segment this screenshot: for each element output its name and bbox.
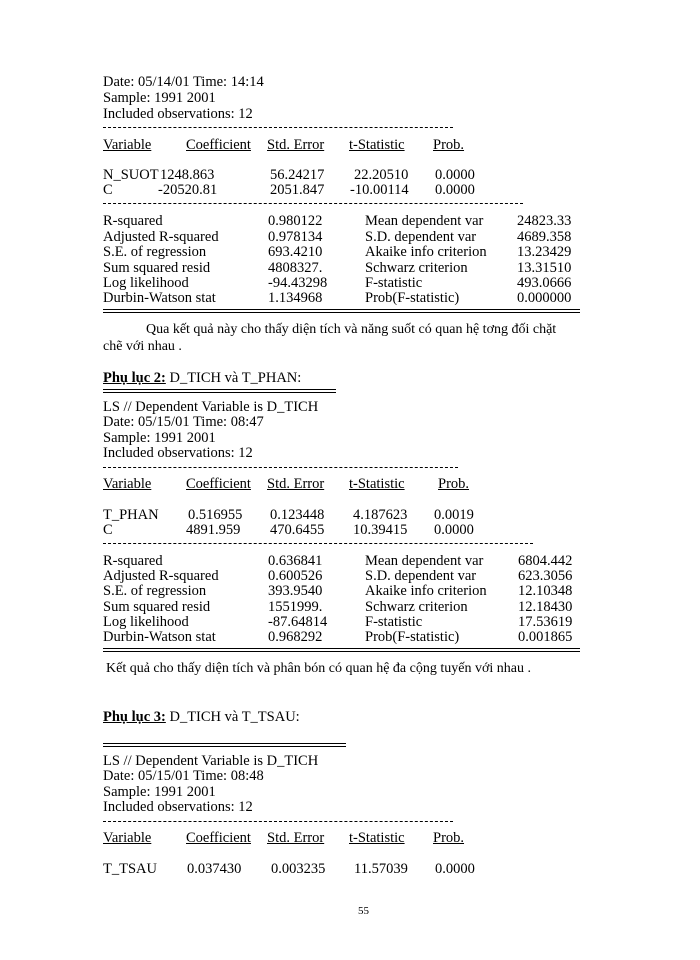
stat-label: Akaike info criterion (365, 244, 487, 260)
appendix-label: Phụ lục 3: (103, 709, 166, 725)
coef-row-t-statistic: 10.39415 (353, 522, 408, 538)
coef-row-t-statistic: 4.187623 (353, 507, 408, 523)
double-rule (103, 309, 580, 313)
stat-label: Durbin-Watson stat (103, 290, 216, 306)
coef-row-t-statistic: -10.00114 (350, 182, 409, 198)
stat-label: Schwarz criterion (365, 599, 468, 615)
coef-row-variable: N_SUOT (103, 167, 159, 183)
dashed-rule (103, 821, 453, 822)
column-header-coefficient: Coefficient (186, 137, 251, 153)
stat-value: 0.978134 (268, 229, 323, 245)
column-header-variable: Variable (103, 476, 152, 492)
regression-observations: Included observations: 12 (103, 106, 253, 122)
coef-row-coefficient: 4891.959 (186, 522, 241, 538)
coef-row-coefficient: 1248.863 (160, 167, 215, 183)
coef-row-coefficient: -20520.81 (158, 182, 218, 198)
stat-value: 693.4210 (268, 244, 323, 260)
stat-label: Prob(F-statistic) (365, 629, 460, 645)
regression-date: Date: 05/14/01 Time: 14:14 (103, 74, 264, 90)
regression-date: Date: 05/15/01 Time: 08:47 (103, 414, 264, 430)
coef-row-coefficient: 0.516955 (188, 507, 243, 523)
coef-row-prob: 0.0000 (434, 522, 474, 538)
coef-row-prob: 0.0019 (434, 507, 474, 523)
column-header-prob: Prob. (433, 830, 465, 846)
stat-label: F-statistic (365, 275, 423, 291)
stat-value: 0.001865 (518, 629, 573, 645)
regression-sample: Sample: 1991 2001 (103, 430, 216, 446)
stat-value: 24823.33 (517, 213, 572, 229)
regression-sample: Sample: 1991 2001 (103, 90, 216, 106)
stat-value: 13.23429 (517, 244, 572, 260)
stat-label: Mean dependent var (365, 213, 484, 229)
stat-value: 1.134968 (268, 290, 323, 306)
stat-value: 12.18430 (518, 599, 573, 615)
dashed-rule (103, 127, 453, 128)
page-number: 55 (358, 905, 369, 917)
column-header-prob: Prob. (438, 476, 470, 492)
coef-row-prob: 0.0000 (435, 167, 475, 183)
double-rule (103, 743, 346, 747)
stat-value: 0.968292 (268, 629, 323, 645)
stat-value: -94.43298 (268, 275, 328, 291)
comment-text: Qua kết quả này cho thấy diện tích và năng suốt có quan hệ tơng đối chặt (146, 322, 557, 337)
coef-row-std-error: 0.123448 (270, 507, 325, 523)
coef-row-prob: 0.0000 (435, 182, 475, 198)
stat-label: Log likelihood (103, 275, 189, 291)
coef-row-variable: C (103, 182, 113, 198)
column-header-prob: Prob. (433, 137, 465, 153)
appendix-label: Phụ lục 2: (103, 370, 166, 386)
stat-value: 393.9540 (268, 583, 323, 599)
column-header-t-statistic: t-Statistic (349, 137, 405, 153)
stat-label: Durbin-Watson stat (103, 629, 216, 645)
stat-label: S.D. dependent var (365, 568, 477, 584)
column-header-variable: Variable (103, 830, 152, 846)
column-header-variable: Variable (103, 137, 152, 153)
stat-value: 1551999. (268, 599, 323, 615)
stat-value: 0.000000 (517, 290, 572, 306)
column-header-std-error: Std. Error (267, 476, 325, 492)
stat-label: Schwarz criterion (365, 260, 468, 276)
regression-dependent: LS // Dependent Variable is D_TICH (103, 399, 319, 415)
stat-label: Prob(F-statistic) (365, 290, 460, 306)
coef-row-t-statistic: 11.57039 (354, 861, 408, 877)
stat-value: -87.64814 (268, 614, 328, 630)
column-header-t-statistic: t-Statistic (349, 476, 405, 492)
column-header-coefficient: Coefficient (186, 476, 251, 492)
regression-observations: Included observations: 12 (103, 799, 253, 815)
comment-text: chẽ với nhau . (103, 339, 182, 354)
appendix-title: D_TICH và T_TSAU: (165, 709, 300, 725)
column-header-std-error: Std. Error (267, 137, 325, 153)
stat-value: 623.3056 (518, 568, 573, 584)
appendix-heading (103, 370, 301, 386)
stat-value: 0.636841 (268, 553, 323, 569)
dashed-rule (103, 543, 533, 544)
coef-row-t-statistic: 22.20510 (354, 167, 409, 183)
coef-row-std-error: 2051.847 (270, 182, 325, 198)
dashed-rule (103, 203, 523, 204)
regression-date: Date: 05/15/01 Time: 08:48 (103, 768, 264, 784)
stat-label: Sum squared resid (103, 260, 211, 276)
coef-row-std-error: 470.6455 (270, 522, 325, 538)
stat-label: Mean dependent var (365, 553, 484, 569)
stat-label: Akaike info criterion (365, 583, 487, 599)
stat-value: 493.0666 (517, 275, 572, 291)
double-rule (103, 389, 336, 393)
coef-row-prob: 0.0000 (435, 861, 475, 877)
stat-value: 13.31510 (517, 260, 572, 276)
stat-label: S.E. of regression (103, 244, 207, 260)
stat-value: 4808327. (268, 260, 323, 276)
coef-row-std-error: 0.003235 (271, 861, 326, 877)
regression-dependent: LS // Dependent Variable is D_TICH (103, 753, 319, 769)
coef-row-coefficient: 0.037430 (187, 861, 242, 877)
column-header-std-error: Std. Error (267, 830, 325, 846)
regression-sample: Sample: 1991 2001 (103, 784, 216, 800)
stat-label: F-statistic (365, 614, 423, 630)
coef-row-std-error: 56.24217 (270, 167, 325, 183)
regression-observations: Included observations: 12 (103, 445, 253, 461)
column-header-coefficient: Coefficient (186, 830, 251, 846)
stat-value: 12.10348 (518, 583, 573, 599)
coef-row-variable: T_TSAU (103, 861, 157, 877)
stat-label: Adjusted R-squared (103, 229, 219, 245)
stat-label: R-squared (103, 213, 163, 229)
stat-label: S.E. of regression (103, 583, 207, 599)
coef-row-variable: C (103, 522, 113, 538)
double-rule (103, 648, 580, 652)
comment-text: Kết quả cho thấy diện tích và phân bón có quan hệ đa cộng tuyến với nhau . (106, 661, 531, 676)
column-header-t-statistic: t-Statistic (349, 830, 405, 846)
stat-label: Adjusted R-squared (103, 568, 219, 584)
stat-value: 17.53619 (518, 614, 573, 630)
dashed-rule (103, 467, 458, 468)
appendix-title: D_TICH và T_PHAN: (165, 370, 302, 386)
stat-value: 0.980122 (268, 213, 323, 229)
stat-value: 6804.442 (518, 553, 573, 569)
stat-label: Log likelihood (103, 614, 189, 630)
stat-label: S.D. dependent var (365, 229, 477, 245)
stat-label: R-squared (103, 553, 163, 569)
stat-value: 0.600526 (268, 568, 323, 584)
stat-value: 4689.358 (517, 229, 572, 245)
stat-label: Sum squared resid (103, 599, 211, 615)
coef-row-variable: T_PHAN (103, 507, 159, 523)
appendix-heading (103, 709, 300, 725)
